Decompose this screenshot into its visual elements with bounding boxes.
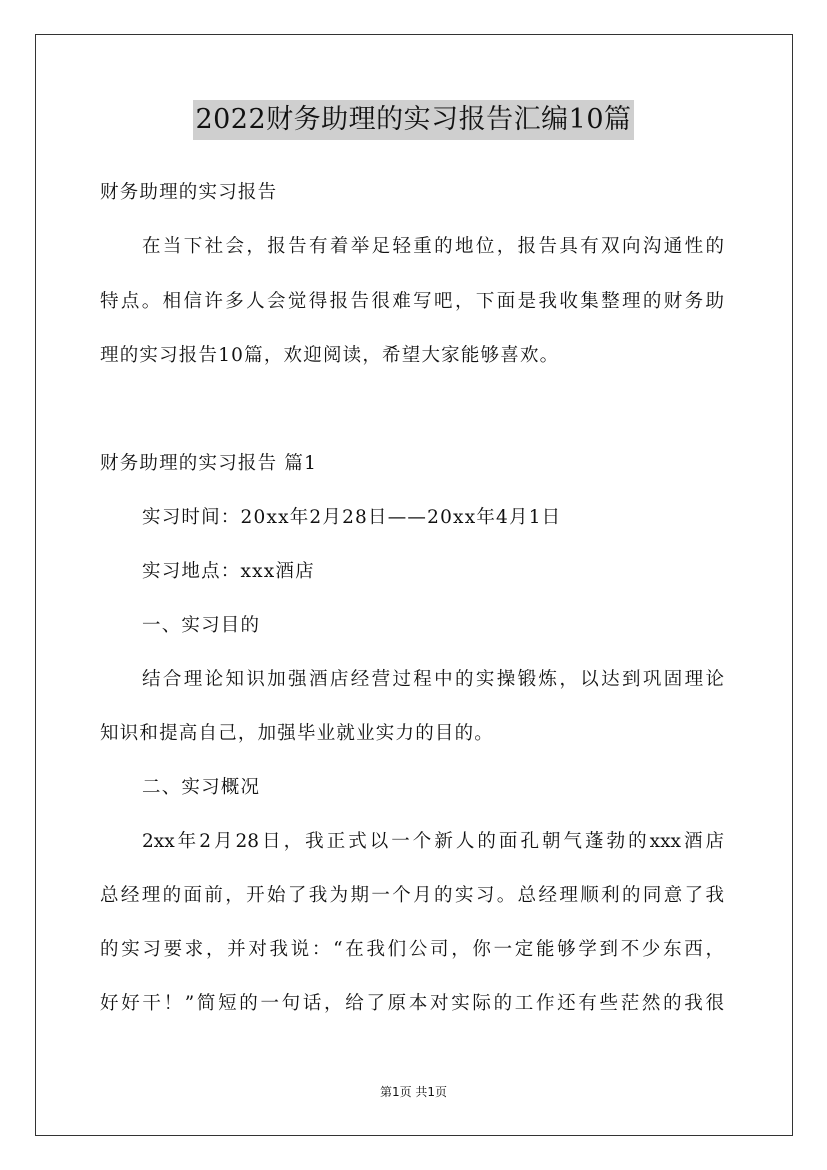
part-one-heading: 一、实习目的 xyxy=(142,615,261,636)
intro-line-2: 特点。相信许多人会觉得报告很难写吧，下面是我收集整理的财务助 xyxy=(100,291,724,312)
internship-time: 实习时间：20xx年2月28日——20xx年4月1日 xyxy=(142,507,562,528)
document-title: 2022财务助理的实习报告汇编10篇 xyxy=(193,100,633,140)
part-two-heading: 二、实习概况 xyxy=(142,777,261,798)
part-two-line-1: 2xx年2月28日，我正式以一个新人的面孔朝气蓬勃的xxx酒店 xyxy=(142,831,724,852)
intro-line-3: 理的实习报告10篇，欢迎阅读，希望大家能够喜欢。 xyxy=(100,345,560,366)
title-container xyxy=(0,100,827,140)
section-heading: 财务助理的实习报告 篇1 xyxy=(100,453,318,474)
part-two-line-2: 总经理的面前，开始了我为期一个月的实习。总经理顺利的同意了我 xyxy=(100,885,724,906)
intro-line-1: 在当下社会，报告有着举足轻重的地位，报告具有双向沟通性的 xyxy=(142,236,724,257)
part-two-line-3: 的实习要求，并对我说：“在我们公司，你一定能够学到不少东西， xyxy=(100,939,724,960)
internship-place: 实习地点：xxx酒店 xyxy=(142,561,315,582)
part-two-line-4: 好好干！”简短的一句话，给了原本对实际的工作还有些茫然的我很 xyxy=(100,993,724,1014)
part-one-line-1: 结合理论知识加强酒店经营过程中的实操锻炼，以达到巩固理论 xyxy=(142,669,724,690)
part-one-line-2: 知识和提高自己，加强毕业就业实力的目的。 xyxy=(100,723,495,744)
document-subtitle: 财务助理的实习报告 xyxy=(100,182,278,203)
page-footer: 第1页 共1页 xyxy=(379,1085,448,1099)
